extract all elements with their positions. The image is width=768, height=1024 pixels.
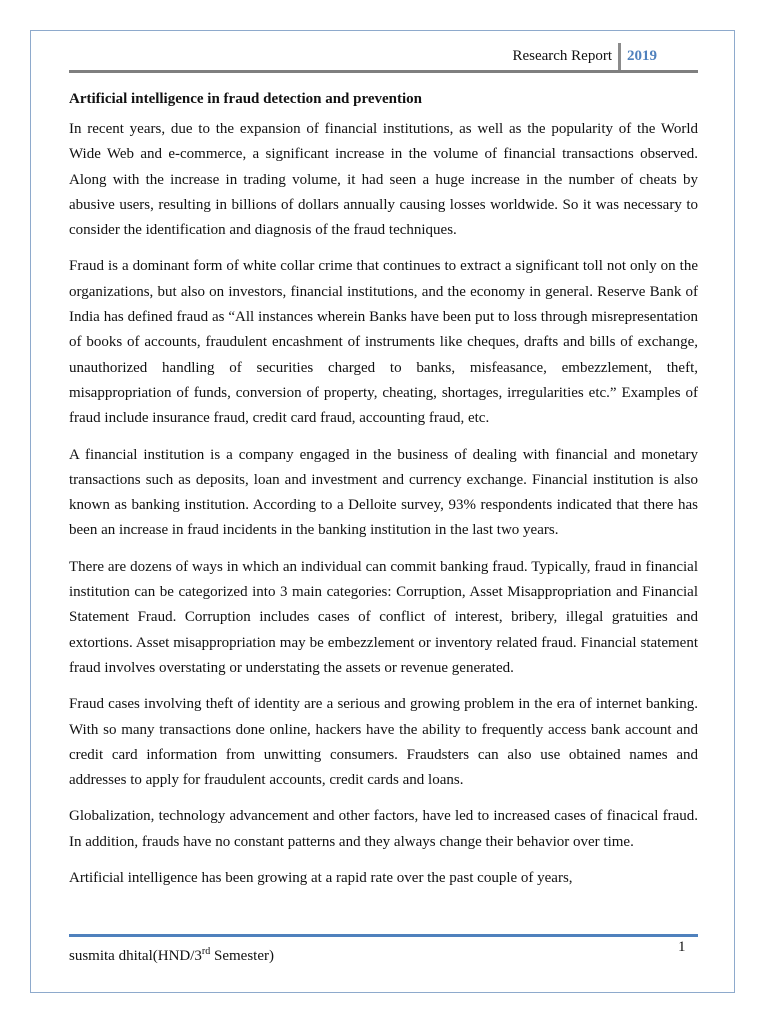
paragraph: A financial institution is a company engaged in the business of dealing with financial and monetary transactions such as deposits, loan and investment and currency exchange. Financial institution is also known as banking institution. According to a Delloite survey, 93% respondents indicated that there has been an increase in fraud incidents in the banking institution in the last two years.	[69, 446, 698, 539]
page-number: 1	[678, 939, 686, 955]
paragraph: Fraud is a dominant form of white collar crime that continues to extract a significant toll not only on the organizations, but also on investors, financial institutions, and the economy in general. Reserve Bank of India has defined fraud as “All instances wherein Banks have been put to loss through misrepresentation of books of accounts, fraudulent encashment of instruments like cheques, drafts and bills of exchange, unauthorized handling of securities charged to banks, misfeasance, embezzlement, theft, misappropriation of funds, conversion of property, cheating, shortages, irregularities etc.” Examples of fraud include insurance fraud, credit card fraud, accounting fraud, etc.	[69, 258, 698, 427]
paragraph: Artificial intelligence has been growing at a rapid rate over the past couple of years,	[69, 870, 573, 887]
paragraph: Globalization, technology advancement and other factors, have led to increased cases of finacical fraud. In addition, frauds have no constant patterns and they always change their behavior over time.	[69, 808, 698, 850]
footer-semester: Semester)	[210, 948, 274, 964]
header-rule	[69, 70, 698, 73]
footer-author	[69, 946, 274, 965]
paragraph: Fraud cases involving theft of identity are a serious and growing problem in the era of internet banking. With so many transactions done online, hackers have the ability to frequently access bank account and credit card information from unwitting consumers. Fraudsters can also use obtained names and addresses to apply for fraudulent accounts, credit cards and loans.	[69, 696, 698, 789]
document-title: Artificial intelligence in fraud detection and prevention	[69, 91, 423, 107]
footer-rule	[69, 934, 698, 937]
document-body	[69, 88, 698, 902]
footer-superscript: rd	[201, 946, 211, 957]
paragraph: In recent years, due to the expansion of financial institutions, as well as the popularity of the World Wide Web and e-commerce, a significant increase in the volume of financial transactions observed. Along with the increase in trading volume, it had seen a huge increase in the number of cheats by abusive users, resulting in billions of dollars annually causing losses worldwide. So it was necessary to consider the identification and diagnosis of the fraud techniques.	[69, 121, 698, 239]
header-year: 2019	[627, 48, 657, 64]
page-header	[69, 43, 698, 73]
header-title: Research Report	[512, 48, 612, 64]
paragraph: There are dozens of ways in which an individual can commit banking fraud. Typically, fraud in financial institution can be categorized into 3 main categories: Corruption, Asset Misappropriation and Financial Statement Fraud. Corruption includes cases of conflict of interest, bribery, illegal gratuities and extortions. Asset misappropriation may be embezzlement or inventory related fraud. Financial statement fraud involves overstating or understating the assets or revenue generated.	[69, 558, 698, 676]
footer-author-name: susmita dhital(HND/3	[69, 948, 202, 964]
header-separator	[618, 43, 621, 71]
